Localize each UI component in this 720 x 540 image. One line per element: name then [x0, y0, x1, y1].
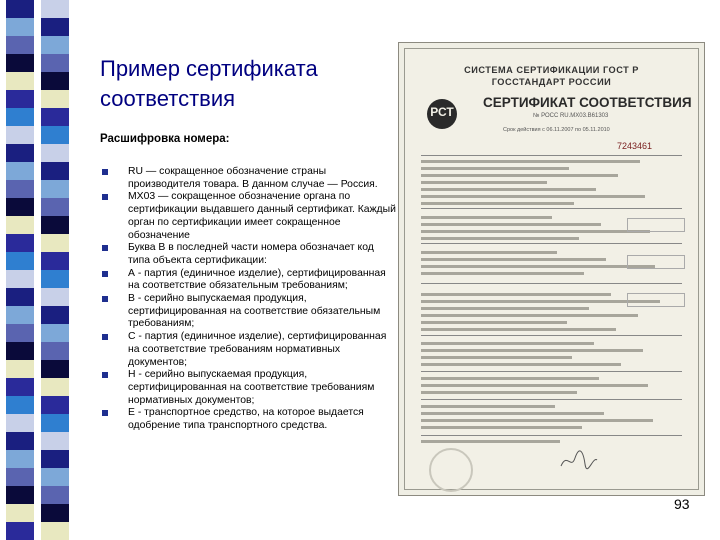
- bullet-text: С - партия (единичное изделие), сертифицированная на соответствие требованиям нормативных документов;: [128, 331, 387, 368]
- bullet-icon: [102, 194, 108, 200]
- certificate-header-line1: СИСТЕМА СЕРТИФИКАЦИИ ГОСТ Р: [464, 65, 639, 75]
- stripe-block: [41, 468, 69, 486]
- fine-print-line: [421, 223, 601, 226]
- certificate-rule: [421, 371, 682, 372]
- stripe-block: [6, 378, 34, 396]
- certificate-rule: [421, 243, 682, 244]
- bullet-text: В - серийно выпускаемая продукция, сертифицированная на соответствие обязательным требованиям;: [128, 293, 381, 330]
- stripe-block: [41, 342, 69, 360]
- stripe-block: [41, 162, 69, 180]
- fine-print-line: [421, 328, 616, 331]
- fine-print-line: [421, 426, 582, 429]
- stripe-block: [41, 216, 69, 234]
- stripe-block: [41, 144, 69, 162]
- bullet-text: Е - транспортное средство, на которое выдается одобрение типа транспортного средства.: [128, 407, 364, 432]
- stripe-block: [6, 0, 34, 18]
- bullet-icon: [102, 169, 108, 175]
- stripe-block: [41, 72, 69, 90]
- stripe-block: [6, 270, 34, 288]
- fine-print-line: [421, 419, 653, 422]
- fine-print-line: [421, 188, 596, 191]
- stripe-block: [41, 270, 69, 288]
- stripe-block: [41, 360, 69, 378]
- bullet-item: [102, 191, 397, 242]
- stripe-block: [41, 486, 69, 504]
- fine-print-line: [421, 181, 547, 184]
- fine-print-line: [421, 237, 579, 240]
- fine-print-line: [421, 258, 606, 261]
- bullet-list: [102, 166, 397, 433]
- stripe-block: [6, 126, 34, 144]
- certificate-rule: [421, 283, 682, 284]
- stripe-block: [6, 36, 34, 54]
- stripe-block: [41, 198, 69, 216]
- stripe-block: [6, 324, 34, 342]
- stripe-block: [41, 504, 69, 522]
- stripe-block: [41, 414, 69, 432]
- stripe-block: [41, 180, 69, 198]
- stripe-block: [41, 522, 69, 540]
- stripe-block: [6, 468, 34, 486]
- code-box: [627, 255, 685, 269]
- stripe-block: [41, 18, 69, 36]
- stripe-block: [41, 252, 69, 270]
- fine-print-line: [421, 307, 589, 310]
- stripe-block: [6, 198, 34, 216]
- stripe-block: [41, 90, 69, 108]
- fine-print-line: [421, 384, 648, 387]
- stripe-block: [41, 126, 69, 144]
- fine-print-line: [421, 195, 645, 198]
- stripe-block: [41, 0, 69, 18]
- page-number: 93: [674, 496, 690, 512]
- fine-print-line: [421, 167, 569, 170]
- fine-print-line: [421, 174, 618, 177]
- stripe-block: [6, 144, 34, 162]
- fine-print-line: [421, 391, 577, 394]
- code-box: [627, 218, 685, 232]
- bullet-icon: [102, 271, 108, 277]
- slide-title: Пример сертификата соответствия: [100, 56, 318, 111]
- fine-print-line: [421, 412, 604, 415]
- bullet-icon: [102, 372, 108, 378]
- stripe-block: [6, 234, 34, 252]
- stripe-block: [41, 324, 69, 342]
- certificate-dates: Срок действия с 06.11.2007 по 05.11.2010: [503, 127, 610, 133]
- stripe-block: [6, 342, 34, 360]
- fine-print-line: [421, 293, 611, 296]
- fine-print-line: [421, 251, 557, 254]
- bullet-item: [102, 369, 397, 407]
- fine-print-line: [421, 265, 655, 268]
- stripe-block: [41, 108, 69, 126]
- bullet-item: [102, 331, 397, 369]
- stripe-block: [6, 252, 34, 270]
- bullet-text: Буква В в последней части номера обозначает код типа объекта сертификации:: [128, 242, 374, 266]
- fine-print-line: [421, 363, 621, 366]
- fine-print-line: [421, 272, 584, 275]
- fine-print-line: [421, 314, 638, 317]
- stripe-block: [6, 288, 34, 306]
- fine-print-line: [421, 349, 643, 352]
- certificate-heading: СЕРТИФИКАТ СООТВЕТСТВИЯ: [483, 95, 692, 110]
- stripe-block: [6, 306, 34, 324]
- stripe-block: [6, 18, 34, 36]
- code-box: [627, 293, 685, 307]
- stripe-block: [6, 72, 34, 90]
- stripe-block: [6, 432, 34, 450]
- fine-print-line: [421, 300, 660, 303]
- rst-logo-icon: [427, 99, 457, 129]
- certificate-image: [398, 42, 705, 496]
- fine-print-line: [421, 342, 594, 345]
- stripe-block: [41, 36, 69, 54]
- stripe-block: [41, 396, 69, 414]
- stripe-block: [6, 414, 34, 432]
- stripe-block: [6, 180, 34, 198]
- fine-print-line: [421, 230, 650, 233]
- certificate-number: № РОСС RU.МХ03.В61303: [533, 113, 609, 119]
- bullet-item: [102, 407, 397, 432]
- stripe-block: [41, 288, 69, 306]
- stripe-block: [6, 396, 34, 414]
- stripe-block: [41, 432, 69, 450]
- bullet-item: [102, 242, 397, 267]
- certificate-rule: [421, 399, 682, 400]
- bullet-icon: [102, 334, 108, 340]
- stripe-block: [6, 108, 34, 126]
- logo-text: РСТ: [430, 105, 454, 119]
- fine-print-line: [421, 356, 572, 359]
- stripe-block: [6, 486, 34, 504]
- stripe-block: [6, 162, 34, 180]
- bullet-icon: [102, 296, 108, 302]
- certificate-header-line2: ГОССТАНДАРТ РОССИИ: [491, 77, 612, 87]
- bullet-text: MX03 — сокращенное обозначение органа по сертификации выдавшего данный сертификат. Каждый орган по сертификации имеет сокращенное обозначение: [128, 191, 396, 241]
- stripe-block: [6, 216, 34, 234]
- stripe-block: [6, 360, 34, 378]
- slide-subtitle: [100, 133, 229, 145]
- bullet-icon: [102, 245, 108, 251]
- certificate-rule: [421, 208, 682, 209]
- subtitle-text: Расшифровка номера:: [100, 133, 230, 145]
- bullet-item: [102, 268, 397, 293]
- fine-print-line: [421, 202, 574, 205]
- certificate-serial: 7243461: [617, 141, 653, 151]
- stripe-block: [41, 234, 69, 252]
- bullet-text: А - партия (единичное изделие), сертифицированная на соответствие обязательным требованиям;: [128, 267, 386, 292]
- signature-icon: [559, 448, 599, 472]
- certificate-rule: [421, 155, 682, 156]
- fine-print-line: [421, 377, 599, 380]
- certificate-rule: [421, 435, 682, 436]
- stripe-block: [6, 504, 34, 522]
- stripe-block: [41, 54, 69, 72]
- stripe-block: [6, 450, 34, 468]
- stripe-block: [6, 90, 34, 108]
- stripe-block: [41, 306, 69, 324]
- stripe-block: [41, 450, 69, 468]
- fine-print-line: [421, 405, 555, 408]
- fine-print-line: [421, 216, 552, 219]
- fine-print-line: [421, 321, 567, 324]
- bullet-text: RU — сокращенное обозначение страны производителя товара. В данном случае — Россия.: [128, 166, 378, 190]
- stripe-block: [6, 522, 34, 540]
- stripe-block: [41, 378, 69, 396]
- bullet-text: Н - серийно выпускаемая продукция, сертифицированная на соответствие требованиям нормативных документов;: [128, 369, 375, 406]
- bullet-item: [102, 166, 397, 191]
- decorative-stripe: [0, 0, 70, 540]
- certificate-rule: [421, 335, 682, 336]
- fine-print-line: [421, 160, 640, 163]
- bullet-item: [102, 293, 397, 331]
- stripe-block: [6, 54, 34, 72]
- fine-print-line: [421, 440, 560, 443]
- stamp-icon: [429, 448, 473, 492]
- bullet-icon: [102, 410, 108, 416]
